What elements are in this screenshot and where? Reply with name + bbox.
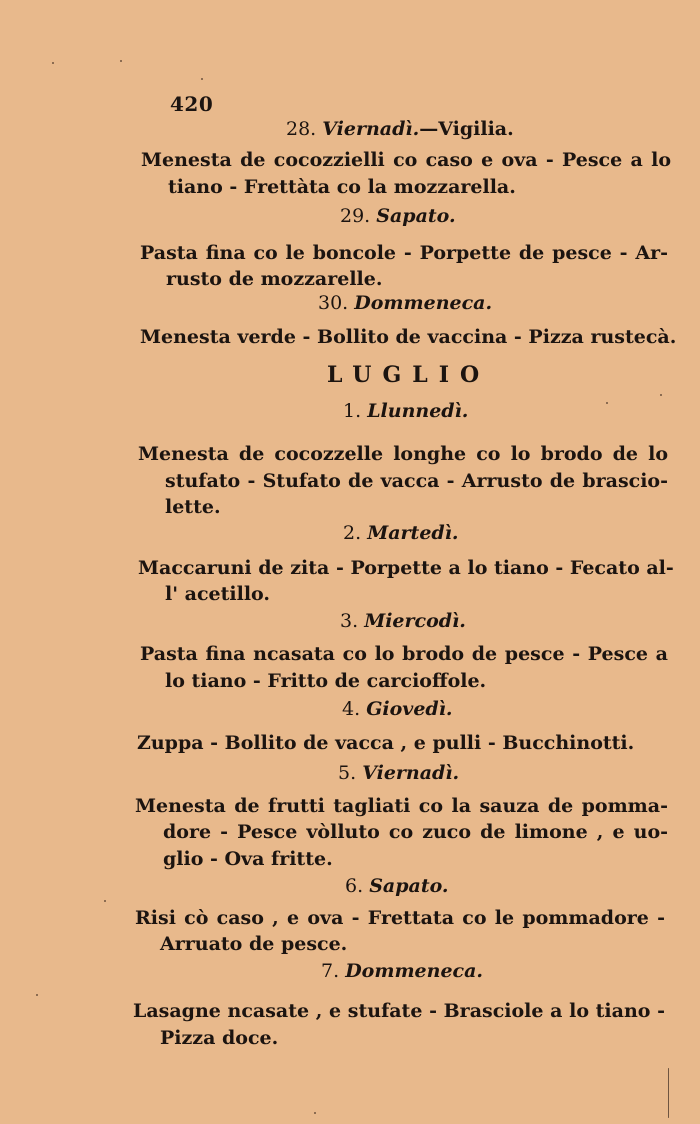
paper-speck <box>201 78 203 80</box>
day-name: Giovedì. <box>366 698 453 720</box>
day-heading <box>345 875 449 897</box>
day-name: Viernadì. <box>362 762 460 784</box>
page-number: 420 <box>170 92 214 116</box>
menu-line: Menesta de cocozzielli co caso e ova - Pesce a lo <box>141 149 671 171</box>
menu-line: Zuppa - Bollito de vacca , e pulli - Bucchinotti. <box>137 732 635 754</box>
paper-speck <box>52 62 54 64</box>
page-edge-mark <box>668 1068 669 1118</box>
paper-speck <box>120 60 122 62</box>
menu-line: lo tiano - Fritto de carcioffole. <box>165 670 487 692</box>
day-heading <box>318 292 492 314</box>
menu-line: Pasta fina ncasata co lo brodo de pesce - Pesce a <box>140 643 668 665</box>
day-number: 6. <box>345 875 364 897</box>
menu-line: Pizza doce. <box>160 1027 279 1049</box>
menu-line: lette. <box>165 496 221 518</box>
day-heading <box>286 118 514 140</box>
day-number: 7. <box>321 960 340 982</box>
day-name: Martedì. <box>367 522 459 544</box>
day-name: Sapato. <box>376 205 456 227</box>
day-name: Viernadì. <box>322 118 420 140</box>
paper-speck <box>606 402 608 404</box>
menu-line: Risi cò caso , e ova - Frettata co le pommadore - <box>135 907 665 929</box>
day-heading <box>343 522 459 544</box>
day-number: 28. <box>286 118 317 140</box>
day-heading <box>343 400 468 422</box>
paper-speck <box>660 394 662 396</box>
day-name: Miercodì. <box>364 610 466 632</box>
day-number: 3. <box>340 610 359 632</box>
menu-line: Menesta de cocozzelle longhe co lo brodo de lo <box>138 443 668 465</box>
menu-line: tiano - Frettàta co la mozzarella. <box>168 176 516 198</box>
day-name: Dommeneca. <box>354 292 493 314</box>
day-heading <box>340 610 466 632</box>
day-number: 4. <box>342 698 361 720</box>
menu-line: Menesta de frutti tagliati co la sauza de pomma- <box>135 795 668 817</box>
day-heading <box>321 960 483 982</box>
day-number: 5. <box>338 762 357 784</box>
paper-speck <box>36 994 38 996</box>
menu-line: l' acetillo. <box>165 583 271 605</box>
day-number: 2. <box>343 522 362 544</box>
day-name: Dommeneca. <box>345 960 484 982</box>
menu-line: Lasagne ncasate , e stufate - Brasciole a lo tiano - <box>133 1000 665 1022</box>
day-number: 30. <box>318 292 349 314</box>
day-name: Sapato. <box>369 875 449 897</box>
day-name: Llunnedì. <box>367 400 469 422</box>
day-number: 29. <box>340 205 371 227</box>
day-number: 1. <box>343 400 362 422</box>
menu-line: Arruato de pesce. <box>160 933 348 955</box>
menu-line: Menesta verde - Bollito de vaccina - Pizza rustecà. <box>140 326 677 348</box>
day-extra: —Vigilia. <box>419 118 514 140</box>
menu-line: glio - Ova fritte. <box>163 848 333 870</box>
menu-line: rusto de mozzarelle. <box>166 268 383 290</box>
day-heading <box>338 762 459 784</box>
month-heading: LUGLIO <box>327 362 491 388</box>
menu-line: dore - Pesce vòlluto co zuco de limone , e uo- <box>163 821 668 843</box>
day-heading <box>342 698 453 720</box>
menu-line: stufato - Stufato de vacca - Arrusto de brascio- <box>165 470 668 492</box>
menu-line: Pasta fina co le boncole - Porpette de pesce - Ar- <box>140 242 668 264</box>
day-heading <box>340 205 456 227</box>
menu-line: Maccaruni de zita - Porpette a lo tiano - Fecato al- <box>138 557 674 579</box>
paper-speck <box>104 900 106 902</box>
paper-speck <box>314 1112 316 1114</box>
